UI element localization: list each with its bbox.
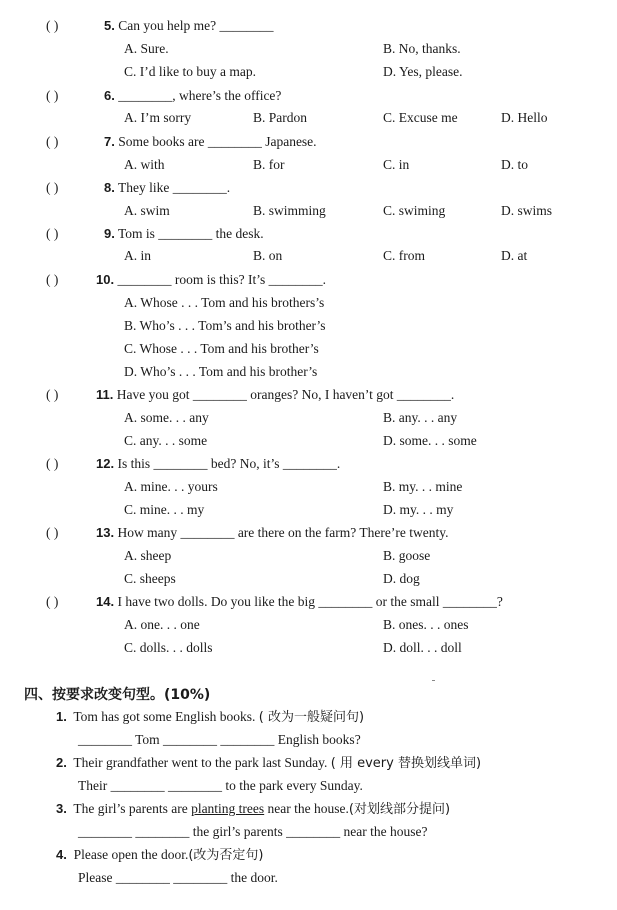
question-5 bbox=[104, 17, 273, 35]
answer-blank[interactable]: ( ) bbox=[46, 226, 59, 241]
underlined-phrase: planting trees bbox=[191, 801, 265, 816]
item-sentence-end: near the house. bbox=[264, 801, 349, 816]
option-d: D. Hello bbox=[501, 110, 548, 125]
question-number: 14. bbox=[96, 594, 115, 609]
question-13 bbox=[96, 524, 448, 542]
item-sentence: Tom has got some English books. bbox=[73, 709, 256, 724]
item-number: 1. bbox=[56, 709, 67, 724]
answer-line[interactable]: Their ________ ________ to the park every Sunday. bbox=[78, 778, 363, 793]
stray-mark bbox=[432, 680, 435, 681]
question-8 bbox=[104, 179, 230, 197]
option-a: A. in bbox=[124, 248, 151, 263]
option-b: B. Pardon bbox=[253, 110, 307, 125]
question-stem: Some books are ________ Japanese. bbox=[118, 134, 317, 149]
option-d: D. doll. . . doll bbox=[383, 640, 462, 655]
question-stem: Can you help me? ________ bbox=[118, 18, 274, 33]
question-stem: ________ room is this? It’s ________. bbox=[117, 272, 326, 287]
option-d: D. dog bbox=[383, 571, 420, 586]
item-number: 3. bbox=[56, 801, 67, 816]
answer-line[interactable]: Please ________ ________ the door. bbox=[78, 870, 278, 885]
option-a: A. I’m sorry bbox=[124, 110, 192, 125]
question-stem: How many ________ are there on the farm? There’re twenty. bbox=[117, 525, 449, 540]
option-b: B. my. . . mine bbox=[383, 479, 463, 494]
question-7 bbox=[104, 133, 317, 151]
option-b: B. swimming bbox=[253, 203, 326, 218]
answer-blank[interactable]: ( ) bbox=[46, 272, 59, 287]
option-c: C. sheeps bbox=[124, 571, 176, 586]
answer-blank[interactable]: ( ) bbox=[46, 387, 59, 402]
option-c: C. in bbox=[383, 157, 410, 172]
answer-line[interactable]: ________ Tom ________ ________ English books? bbox=[78, 732, 361, 747]
option-d: D. at bbox=[501, 248, 528, 263]
option-a: A. Sure. bbox=[124, 41, 169, 56]
question-stem: Have you got ________ oranges? No, I haven’t got ________. bbox=[116, 387, 455, 402]
option-a: A. swim bbox=[124, 203, 170, 218]
option-d: D. Yes, please. bbox=[383, 64, 463, 79]
question-11 bbox=[96, 386, 454, 404]
option-d: D. some. . . some bbox=[383, 433, 477, 448]
item-number: 4. bbox=[56, 847, 67, 862]
option-c: C. Whose . . . Tom and his brother’s bbox=[124, 341, 319, 356]
option-b: B. goose bbox=[383, 548, 431, 563]
answer-blank[interactable]: ( ) bbox=[46, 88, 59, 103]
question-stem: ________, where’s the office? bbox=[118, 88, 282, 103]
answer-blank[interactable]: ( ) bbox=[46, 594, 59, 609]
option-b: B. No, thanks. bbox=[383, 41, 461, 56]
option-b: B. on bbox=[253, 248, 283, 263]
option-c: C. Excuse me bbox=[383, 110, 458, 125]
item-sentence: The girl’s parents are bbox=[73, 801, 192, 816]
item-number: 2. bbox=[56, 755, 67, 770]
question-number: 10. bbox=[96, 272, 115, 287]
rewrite-item-4 bbox=[56, 846, 263, 865]
option-d: D. to bbox=[501, 157, 528, 172]
option-c: C. any. . . some bbox=[124, 433, 208, 448]
question-number: 8. bbox=[104, 180, 115, 195]
question-stem: Is this ________ bed? No, it’s ________. bbox=[117, 456, 341, 471]
option-a: A. one. . . one bbox=[124, 617, 200, 632]
rewrite-item-3 bbox=[56, 800, 450, 819]
section-title: 四、按要求改变句型。(10%) bbox=[24, 687, 211, 703]
question-number: 12. bbox=[96, 456, 115, 471]
question-12 bbox=[96, 455, 340, 473]
option-d: D. swims bbox=[501, 203, 553, 218]
option-a: A. sheep bbox=[124, 548, 172, 563]
question-number: 5. bbox=[104, 18, 115, 33]
question-number: 13. bbox=[96, 525, 115, 540]
option-c: C. swiming bbox=[383, 203, 446, 218]
option-b: B. for bbox=[253, 157, 285, 172]
question-10 bbox=[96, 271, 326, 289]
option-c: C. dolls. . . dolls bbox=[124, 640, 213, 655]
question-14 bbox=[96, 593, 503, 611]
question-number: 7. bbox=[104, 134, 115, 149]
item-instruction: ( 改为一般疑问句) bbox=[258, 710, 365, 725]
answer-blank[interactable]: ( ) bbox=[46, 456, 59, 471]
option-d: D. my. . . my bbox=[383, 502, 454, 517]
rewrite-item-1 bbox=[56, 708, 364, 727]
question-9 bbox=[104, 225, 264, 243]
item-instruction: (对划线部分提问) bbox=[348, 802, 451, 817]
question-stem: They like ________. bbox=[117, 180, 231, 195]
question-number: 9. bbox=[104, 226, 115, 241]
option-c: C. from bbox=[383, 248, 425, 263]
option-b: B. Who’s . . . Tom’s and his brother’s bbox=[124, 318, 326, 333]
rewrite-item-2 bbox=[56, 754, 481, 773]
question-stem: Tom is ________ the desk. bbox=[117, 226, 264, 241]
question-number: 11. bbox=[96, 387, 114, 402]
answer-blank[interactable]: ( ) bbox=[46, 18, 59, 33]
answer-blank[interactable]: ( ) bbox=[46, 134, 59, 149]
option-c: C. I’d like to buy a map. bbox=[124, 64, 256, 79]
option-d: D. Who’s . . . Tom and his brother’s bbox=[124, 364, 318, 379]
answer-blank[interactable]: ( ) bbox=[46, 180, 59, 195]
answer-line[interactable]: ________ ________ the girl’s parents ________ near the house? bbox=[78, 824, 428, 839]
question-number: 6. bbox=[104, 88, 115, 103]
option-b: B. ones. . . ones bbox=[383, 617, 469, 632]
option-b: B. any. . . any bbox=[383, 410, 458, 425]
item-sentence: Their grandfather went to the park last Sunday. bbox=[73, 755, 328, 770]
question-6 bbox=[104, 87, 281, 105]
answer-blank[interactable]: ( ) bbox=[46, 525, 59, 540]
option-c: C. mine. . . my bbox=[124, 502, 205, 517]
item-instruction: ( 用 every 替换划线单词) bbox=[330, 756, 482, 771]
item-sentence: Please open the door. bbox=[73, 847, 189, 862]
option-a: A. with bbox=[124, 157, 165, 172]
option-a: A. some. . . any bbox=[124, 410, 209, 425]
question-stem: I have two dolls. Do you like the big ________ or the small ________? bbox=[117, 594, 503, 609]
item-instruction: (改为否定句) bbox=[188, 848, 264, 863]
option-a: A. mine. . . yours bbox=[124, 479, 218, 494]
option-a: A. Whose . . . Tom and his brothers’s bbox=[124, 295, 325, 310]
